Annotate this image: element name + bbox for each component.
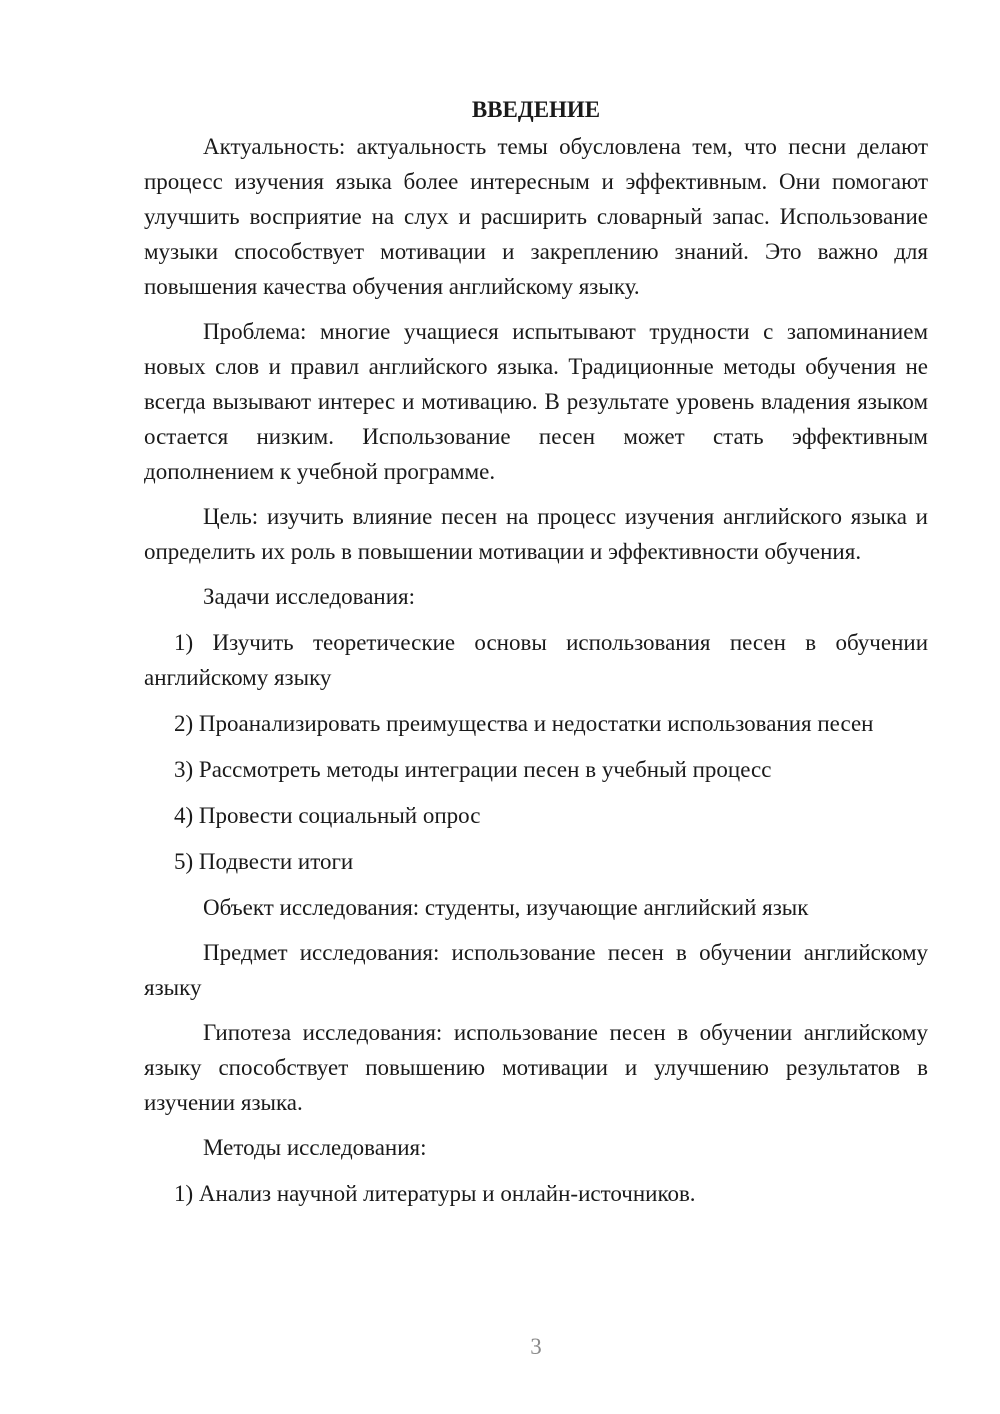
hypothesis-paragraph: Гипотеза исследования: использование песен в обучении английскому языку способствует повышению мотивации и улучшению результатов в изучении языка. (144, 1020, 928, 1115)
problem-paragraph: Проблема: многие учащиеся испытывают трудности с запоминанием новых слов и правил английского языка. Традиционные методы обучения не всегда вызывают интерес и мотивацию. В результате уровень владения языком остается низким. Использование песен может стать эффективным дополнением к учебной программе. (144, 319, 928, 484)
task-item-5: 5) Подвести итоги (174, 849, 354, 874)
task-item-4: 4) Провести социальный опрос (174, 803, 481, 828)
page-body (144, 92, 928, 1222)
subject-paragraph: Предмет исследования: использование песен в обучении английскому языку (144, 940, 928, 1000)
object-paragraph: Объект исследования: студенты, изучающие английский язык (203, 895, 809, 920)
task-item-1: 1) Изучить теоретические основы использования песен в обучении английскому языку (144, 630, 928, 690)
tasks-heading: Задачи исследования: (203, 584, 416, 609)
methods-heading: Методы исследования: (203, 1135, 427, 1160)
relevance-paragraph: Актуальность: актуальность темы обусловлена тем, что песни делают процесс изучения языка более интересным и эффективным. Они помогают улучшить восприятие на слух и расширить словарный запас. Использование музыки способствует мотивации и закреплению знаний. Это важно для повышения качества обучения английскому языку. (144, 134, 928, 299)
task-item-3: 3) Рассмотреть методы интеграции песен в учебный процесс (174, 757, 772, 782)
method-item-1: 1) Анализ научной литературы и онлайн-источников. (174, 1181, 696, 1206)
page-title: ВВЕДЕНИЕ (471, 97, 601, 122)
page-number: 3 (530, 1334, 542, 1359)
goal-paragraph: Цель: изучить влияние песен на процесс изучения английского языка и определить их роль в повышении мотивации и эффективности обучения. (144, 504, 928, 564)
task-item-2: 2) Проанализировать преимущества и недостатки использования песен (174, 711, 874, 736)
